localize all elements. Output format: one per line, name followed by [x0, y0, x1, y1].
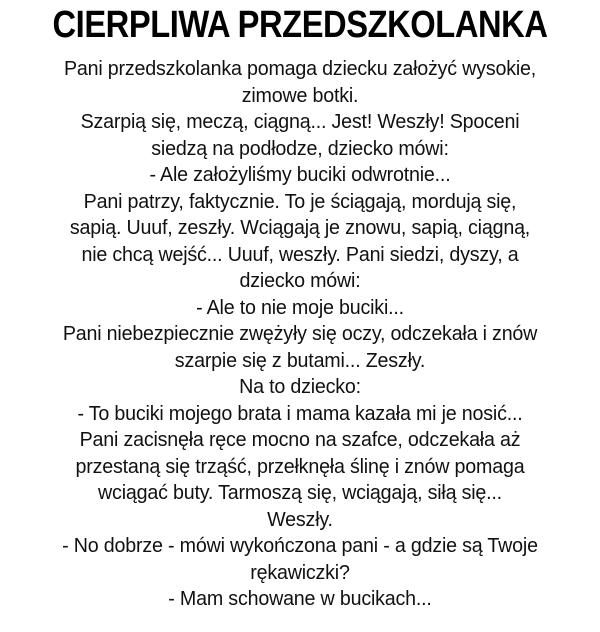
story-line: - Ale założyliśmy buciki odwrotnie... [149, 164, 451, 186]
story-line: Szarpią się, meczą, ciągną... Jest! Weszły! Spoceni [80, 111, 520, 133]
story-text [0, 56, 600, 613]
story-line: nie chcą wejść... Uuuf, weszły. Pani siedzi, dyszy, a [81, 243, 519, 266]
story-line: - No dobrze - mówi wykończona pani - a gdzie są Twoje [62, 535, 538, 557]
story-line: siedzą na podłodze, dziecko mówi: [151, 137, 449, 160]
story-line: rękawiczki? [250, 561, 350, 584]
story-line: Pani zacisnęła ręce mocno na szafce, odczekała aż [79, 429, 521, 451]
story-line: dziecko mówi: [239, 270, 361, 292]
story-line: szarpie się z butami... Zeszły. [174, 349, 426, 372]
story-line: - Mam schowane w bucikach... [168, 588, 432, 610]
story-line: Pani patrzy, faktycznie. To je ściągają, mordują się, [83, 190, 517, 213]
story-line: zimowe botki. [241, 84, 359, 107]
story-line: przestaną się trząść, przełknęła ślinę i znów pomaga [75, 455, 525, 478]
story-line: - Ale to nie moje buciki... [196, 296, 404, 319]
story-line: wciągać buty. Tarmoszą się, wciągają, siłą się... [98, 482, 502, 504]
story-line: Pani niebezpiecznie zwężyły się oczy, odczekała i znów [62, 323, 538, 345]
story-line: Pani przedszkolanka pomaga dziecku założyć wysokie, [63, 58, 537, 80]
story-line: Na to dziecko: [239, 376, 361, 398]
story-line: Weszły. [267, 508, 333, 531]
page-title: CIERPLIWA PRZEDSZKOLANKA [52, 4, 548, 46]
story-line: - To buciki mojego brata i mama kazała mi je nosić... [77, 402, 523, 425]
story-line: sapią. Uuuf, zeszły. Wciągają je znowu, sapią, ciągną, [69, 217, 531, 239]
